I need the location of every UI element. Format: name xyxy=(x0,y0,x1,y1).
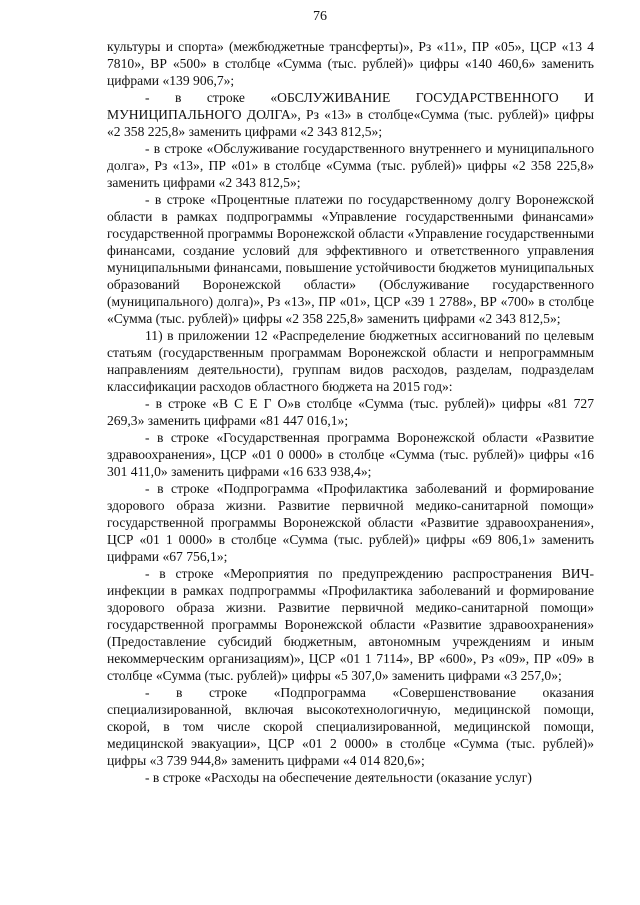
paragraph: - в строке «В С Е Г О»в столбце «Сумма (тыс. рублей)» цифры «81 727 269,3» заменить цифрами «81 447 016,1»; xyxy=(107,396,594,428)
document-body xyxy=(107,38,594,786)
page-number: 76 xyxy=(313,9,327,24)
paragraph: - в строке «Расходы на обеспечение деятельности (оказание услуг) xyxy=(145,770,532,785)
paragraph: - в строке «ОБСЛУЖИВАНИЕ ГОСУДАРСТВЕННОГО И МУНИЦИПАЛЬНОГО ДОЛГА», Рз «13» в столбце«Сумма (тыс. рублей)» цифры «2 358 225,8» заменить цифрами «2 343 812,5»; xyxy=(107,90,594,139)
paragraph: - в строке «Подпрограмма «Профилактика заболеваний и формирование здорового образа жизни. Развитие первичной медико-санитарной помощи» государственной программы Воронежской области «Развитие здравоохранения», ЦСР «01 1 0000» в столбце «Сумма (тыс. рублей)» цифры «69 806,1» заменить цифрами «67 756,1»; xyxy=(107,481,594,564)
paragraph: культуры и спорта» (межбюджетные трансферты)», Рз «11», ПР «05», ЦСР «13 4 7810», ВР «500» в столбце «Сумма (тыс. рублей)» цифры «140 460,6» заменить цифрами «139 906,7»; xyxy=(107,39,594,88)
paragraph: - в строке «Мероприятия по предупреждению распространения ВИЧ-инфекции в рамках подпрограммы «Профилактика заболеваний и формирование здорового образа жизни. Развитие первичной медико-санитарной помощи» государственной программы Воронежской области «Развитие здравоохранения» (Предоставление субсидий бюджетным, автономным учреждениям и иным некоммерческим организациям)», ЦСР «01 1 7114», ВР «600», Рз «09», ПР «09» в столбце «Сумма (тыс. рублей)» цифры «5 307,0» заменить цифрами «3 257,0»; xyxy=(107,566,594,683)
paragraph: 11) в приложении 12 «Распределение бюджетных ассигнований по целевым статьям (государственным программам Воронежской области и непрограммным направлениям деятельности), группам видов расходов, разделам, подразделам классификации расходов областного бюджета на 2015 год»: xyxy=(107,328,594,394)
paragraph: - в строке «Обслуживание государственного внутреннего и муниципального долга», Рз «13», ПР «01» в столбце «Сумма (тыс. рублей)» цифры «2 358 225,8» заменить цифрами «2 343 812,5»; xyxy=(107,141,594,190)
paragraph: - в строке «Процентные платежи по государственному долгу Воронежской области в рамках подпрограммы «Управление государственными финансами» государственной программы Воронежской области «Управление государственными финансами, создание условий для эффективного и ответственного управления муниципальными финансами, повышение устойчивости бюджетов муниципальных образований Воронежской области» (Обслуживание государственного (муниципального) долга)», Рз «13», ПР «01», ЦСР «39 1 2788», ВР «700» в столбце «Сумма (тыс. рублей)» цифры «2 358 225,8» заменить цифрами «2 343 812,5»; xyxy=(107,192,594,326)
paragraph: - в строке «Подпрограмма «Совершенствование оказания специализированной, включая высокотехнологичную, медицинской помощи, скорой, в том числе скорой специализированной, медицинской помощи, медицинской эвакуации», ЦСР «01 2 0000» в столбце «Сумма (тыс. рублей)» цифры «3 739 944,8» заменить цифрами «4 014 820,6»; xyxy=(107,685,594,768)
paragraph: - в строке «Государственная программа Воронежской области «Развитие здравоохранения», ЦСР «01 0 0000» в столбце «Сумма (тыс. рублей)» цифры «16 301 411,0» заменить цифрами «16 633 938,4»; xyxy=(107,430,594,479)
